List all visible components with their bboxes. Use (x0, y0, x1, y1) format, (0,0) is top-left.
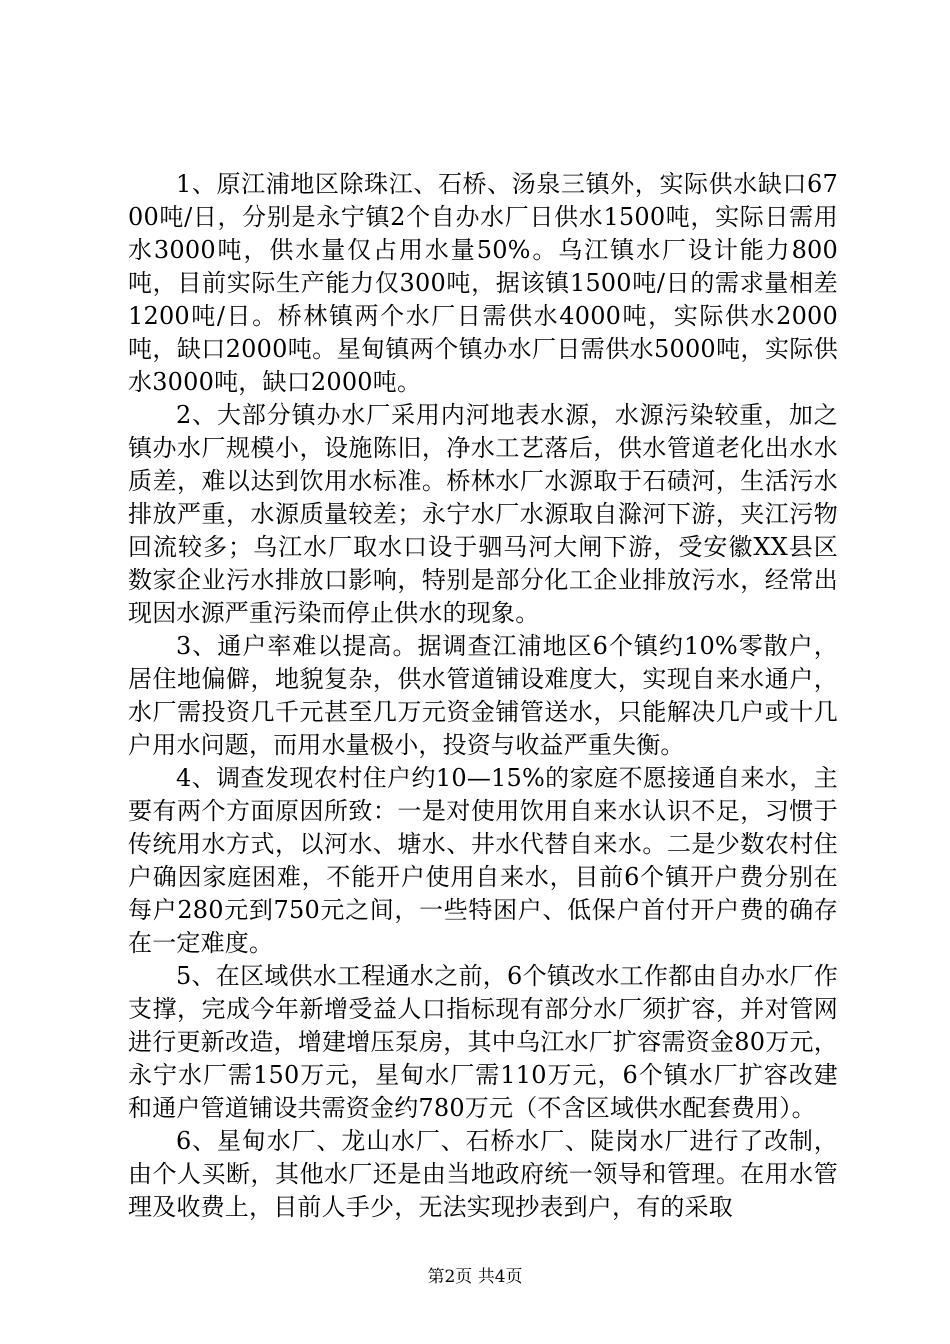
paragraph-4: 4、调查发现农村住户约10—15%的家庭不愿接通自来水，主要有两个方面原因所致：一是对使用饮用自来水认识不足，习惯于传统用水方式，以河水、塘水、井水代替自来水。二是少数农村住户确因家庭困难，不能开户使用自来水，目前6个镇开户费分别在每户280元到750元之间，一些特困户、低保户首付开户费的确存在一定难度。 (128, 764, 838, 957)
page-footer: 第2页 共4页 (427, 1267, 523, 1287)
paragraph-6: 6、星甸水厂、龙山水厂、石桥水厂、陡岗水厂进行了改制，由个人买断，其他水厂还是由当地政府统一领导和管理。在用水管理及收费上，目前人手少，无法实现抄表到户，有的采取 (128, 1127, 838, 1221)
paragraph-3: 3、通户率难以提高。据调查江浦地区6个镇约10%零散户，居住地偏僻，地貌复杂，供水管道铺设难度大，实现自来水通户，水厂需投资几千元甚至几万元资金铺管送水，只能解决几户或十几户用水问题，而用水量极小，投资与收益严重失衡。 (128, 632, 838, 759)
paragraph-1: 1、原江浦地区除珠江、石桥、汤泉三镇外，实际供水缺口6700吨/日，分别是永宁镇2个自办水厂日供水1500吨，实际日需用水3000吨，供水量仅占用水量50%。乌江镇水厂设计能力800吨，目前实际生产能力仅300吨，据该镇1500吨/日的需求量相差1200吨/日。桥林镇两个水厂日需供水4000吨，实际供水2000吨，缺口2000吨。星甸镇两个镇办水厂日需供水5000吨，实际供水3000吨，缺口2000吨。 (128, 170, 838, 396)
body-text (128, 168, 838, 1224)
paragraph-5: 5、在区域供水工程通水之前，6个镇改水工作都由自办水厂作支撑，完成今年新增受益人口指标现有部分水厂须扩容，并对管网进行更新改造，增建增压泵房，其中乌江水厂扩容需资金80万元，永宁水厂需150万元，星甸水厂需110万元，6个镇水厂扩容改建和通户管道铺设共需资金约780万元（不含区域供水配套费用）。 (128, 962, 838, 1122)
paragraph-2: 2、大部分镇办水厂采用内河地表水源，水源污染较重，加之镇办水厂规模小，设施陈旧，净水工艺落后，供水管道老化出水水质差，难以达到饮用水标准。桥林水厂水源取于石碛河，生活污水排放严重，水源质量较差；永宁水厂水源取自滁河下游，夹江污物回流较多；乌江水厂取水口设于驷马河大闸下游，受安徽XX县区数家企业污水排放口影响，特别是部分化工企业排放污水，经常出现因水源严重污染而停止供水的现象。 (128, 401, 838, 627)
